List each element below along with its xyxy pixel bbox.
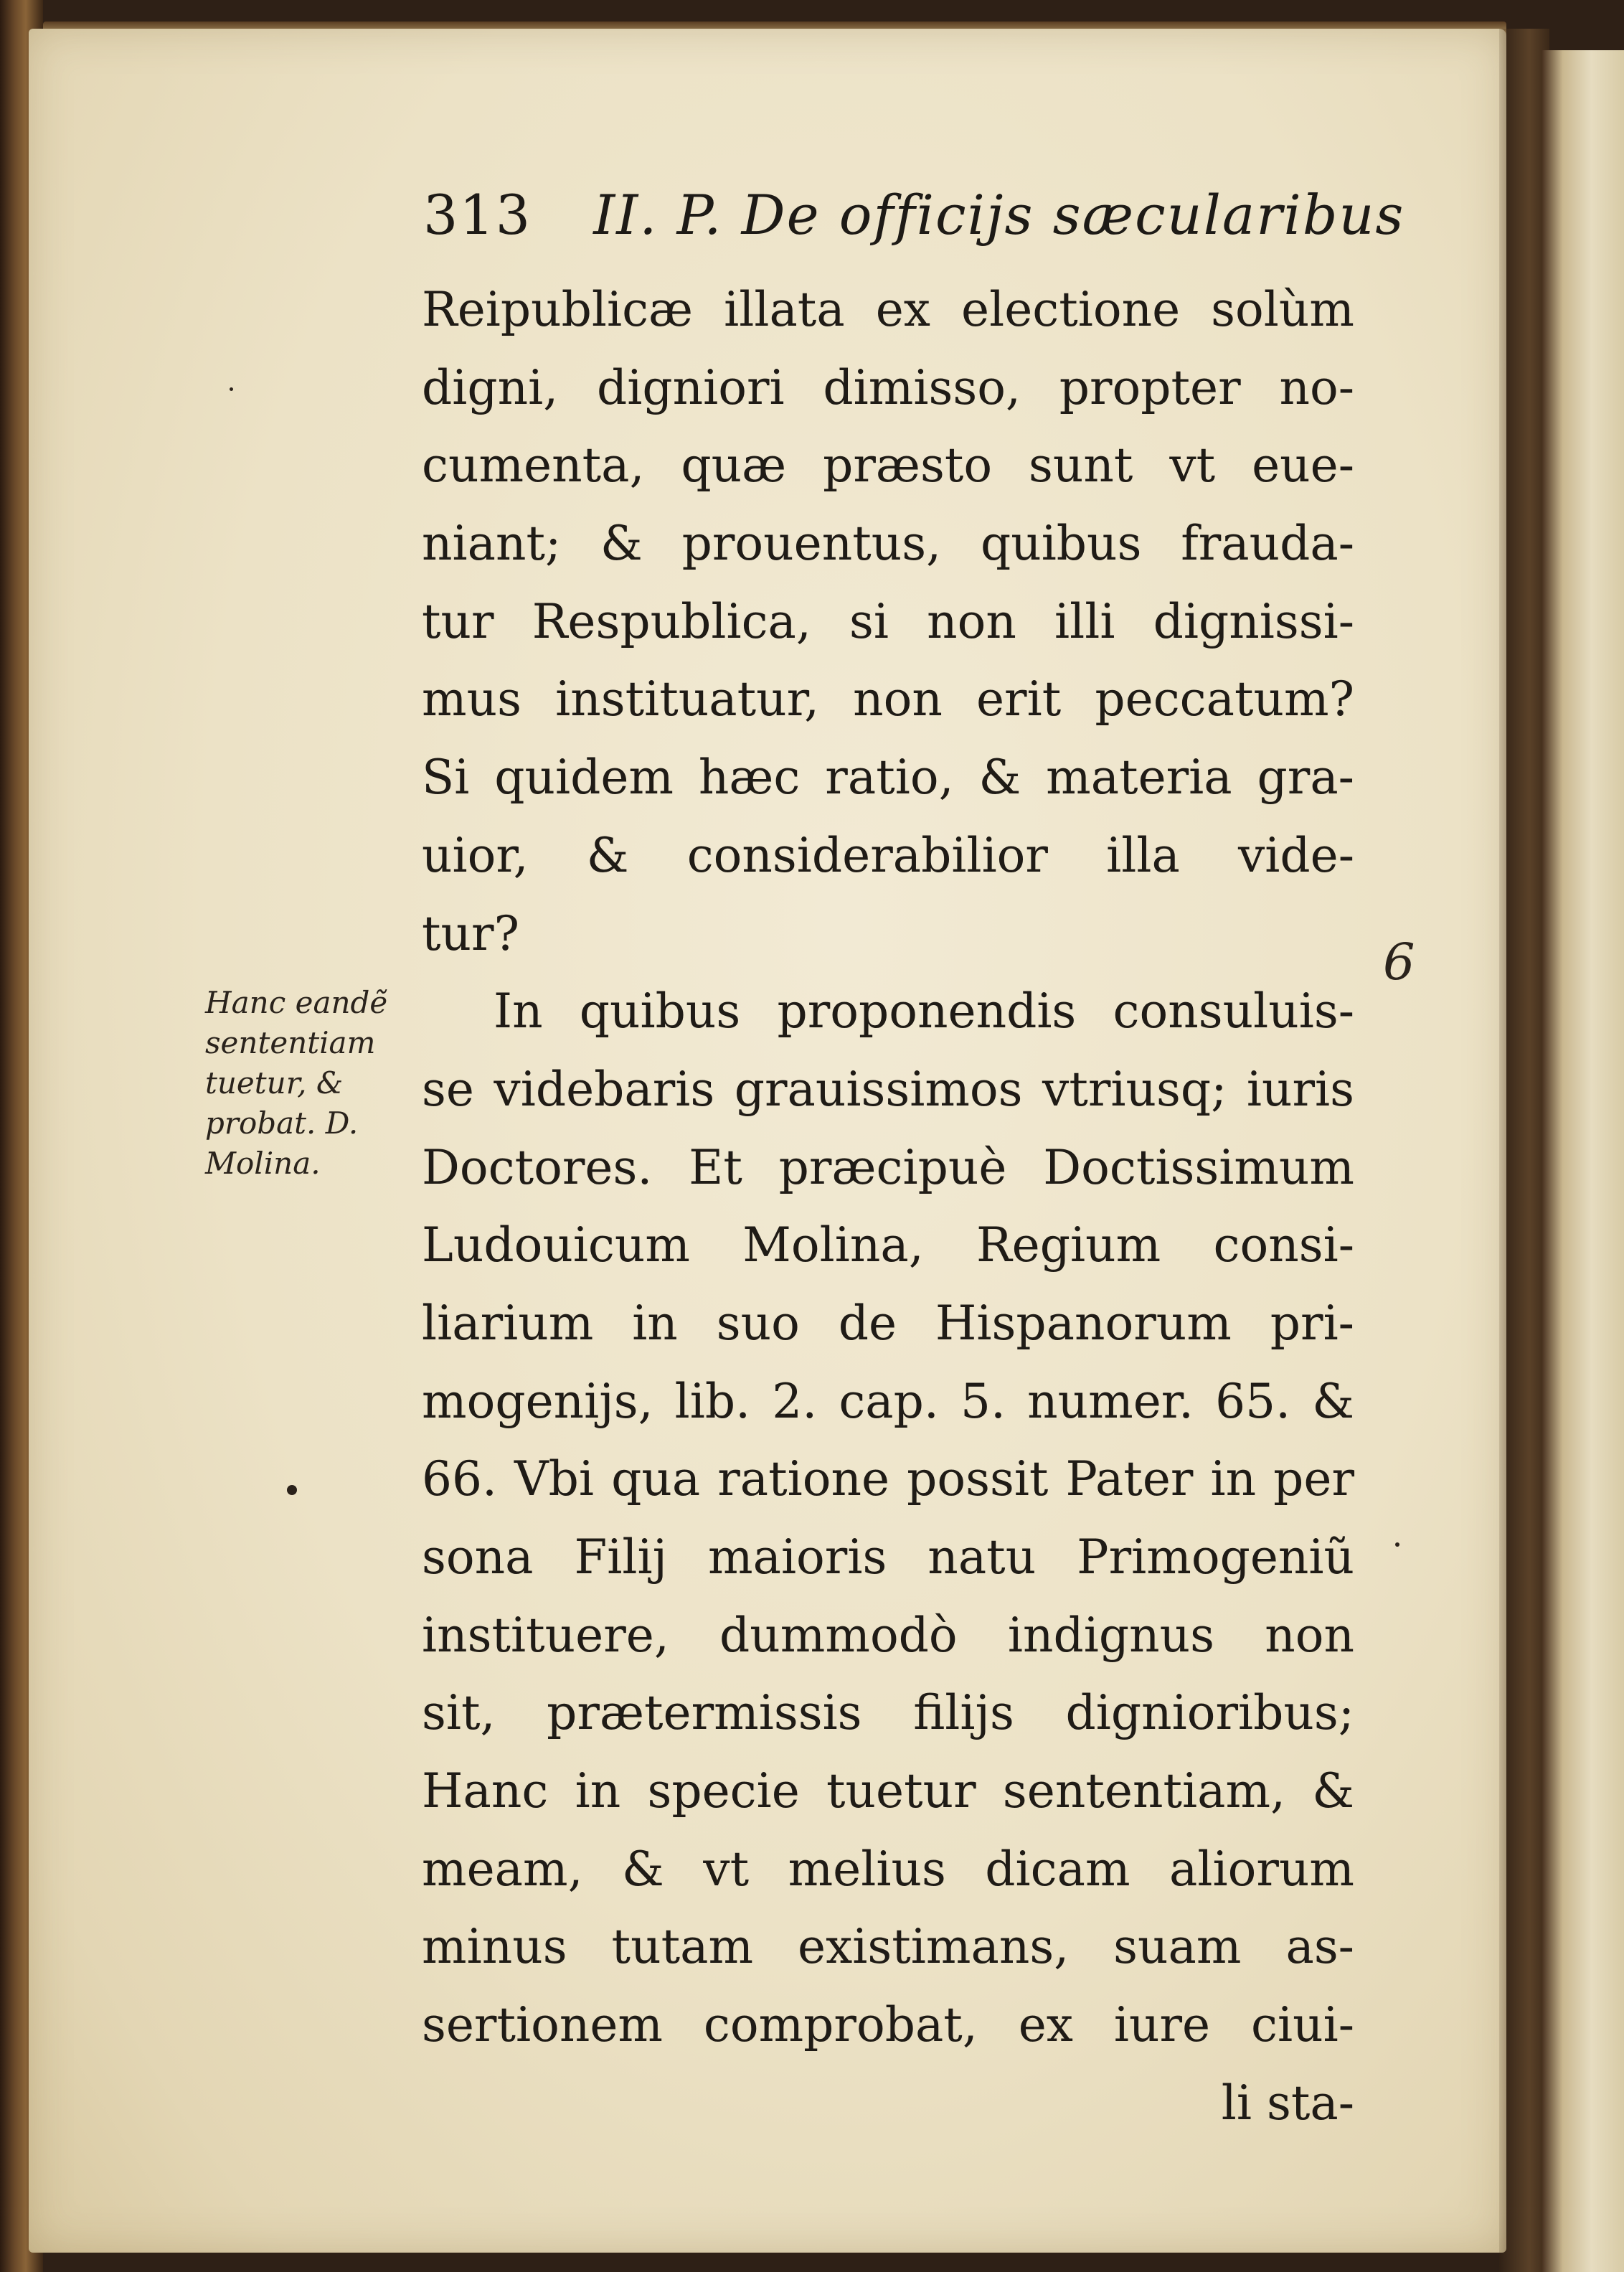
text-line: niant; & prouentus, quibus frauda- — [422, 516, 1354, 572]
text-line: sertionem comprobat, ex iure ciui- — [422, 1997, 1354, 2053]
text-line: uior, & considerabilior illa vide- — [422, 827, 1354, 883]
text-line: meam, & vt melius dicam aliorum — [422, 1841, 1354, 1897]
ink-speck — [287, 1485, 297, 1495]
text-line: In quibus proponendis consuluis- — [494, 984, 1354, 1040]
text-line: tur Respublica, si non illi dignissi- — [422, 593, 1354, 649]
text-line: mus instituatur, non erit peccatum? — [422, 671, 1354, 727]
margin-note-line: Hanc eandẽ — [205, 985, 388, 1020]
text-line: minus tutam existimans, suam as- — [422, 1919, 1354, 1975]
text-line: Doctores. Et præcipuè Doctissimum — [422, 1139, 1354, 1195]
text-line: digni, digniori dimisso, propter no- — [422, 359, 1354, 415]
section-number: 6 — [1383, 933, 1415, 991]
text-line: tur? — [422, 905, 519, 961]
margin-note-line: probat. D. — [205, 1106, 359, 1141]
running-header — [423, 183, 1405, 262]
text-line: se videbaris grauissimos vtriusq; iuris — [422, 1061, 1354, 1117]
text-line: Si quidem hæc ratio, & materia gra- — [422, 750, 1354, 806]
page-number: 313 — [423, 183, 532, 247]
margin-note-line: tuetur, & — [205, 1065, 344, 1100]
text-line: Ludouicum Molina, Regium consi- — [422, 1217, 1354, 1273]
text-line: mogenijs, lib. 2. cap. 5. numer. 65. & — [422, 1373, 1354, 1429]
text-line: liarium in suo de Hispanorum pri- — [422, 1295, 1354, 1351]
text-line: sit, prætermissis filijs dignioribus; — [422, 1685, 1354, 1741]
text-line: cumenta, quæ præsto sunt vt eue- — [422, 438, 1354, 494]
text-line: instituere, dummodò indignus non — [422, 1607, 1354, 1663]
ink-speck — [230, 387, 233, 391]
margin-note — [205, 983, 420, 1184]
margin-note-line: Molina. — [205, 1146, 321, 1181]
text-line: Hanc in specie tuetur sententiam, & — [422, 1763, 1354, 1819]
facing-page-edge — [1542, 50, 1624, 2272]
margin-note-line: sententiam — [205, 1025, 376, 1060]
catchword-line: li sta- — [1221, 2075, 1354, 2131]
text-line: Reipublicæ illata ex electione solùm — [422, 282, 1354, 337]
running-title: II. P. De officijs sæcularibus — [593, 183, 1405, 247]
ink-speck — [1395, 1542, 1399, 1547]
body-text — [422, 271, 1354, 2143]
text-line: sona Filij maioris natu Primogeniũ — [422, 1529, 1354, 1585]
text-line: 66. Vbi qua ratione possit Pater in per — [422, 1451, 1354, 1507]
